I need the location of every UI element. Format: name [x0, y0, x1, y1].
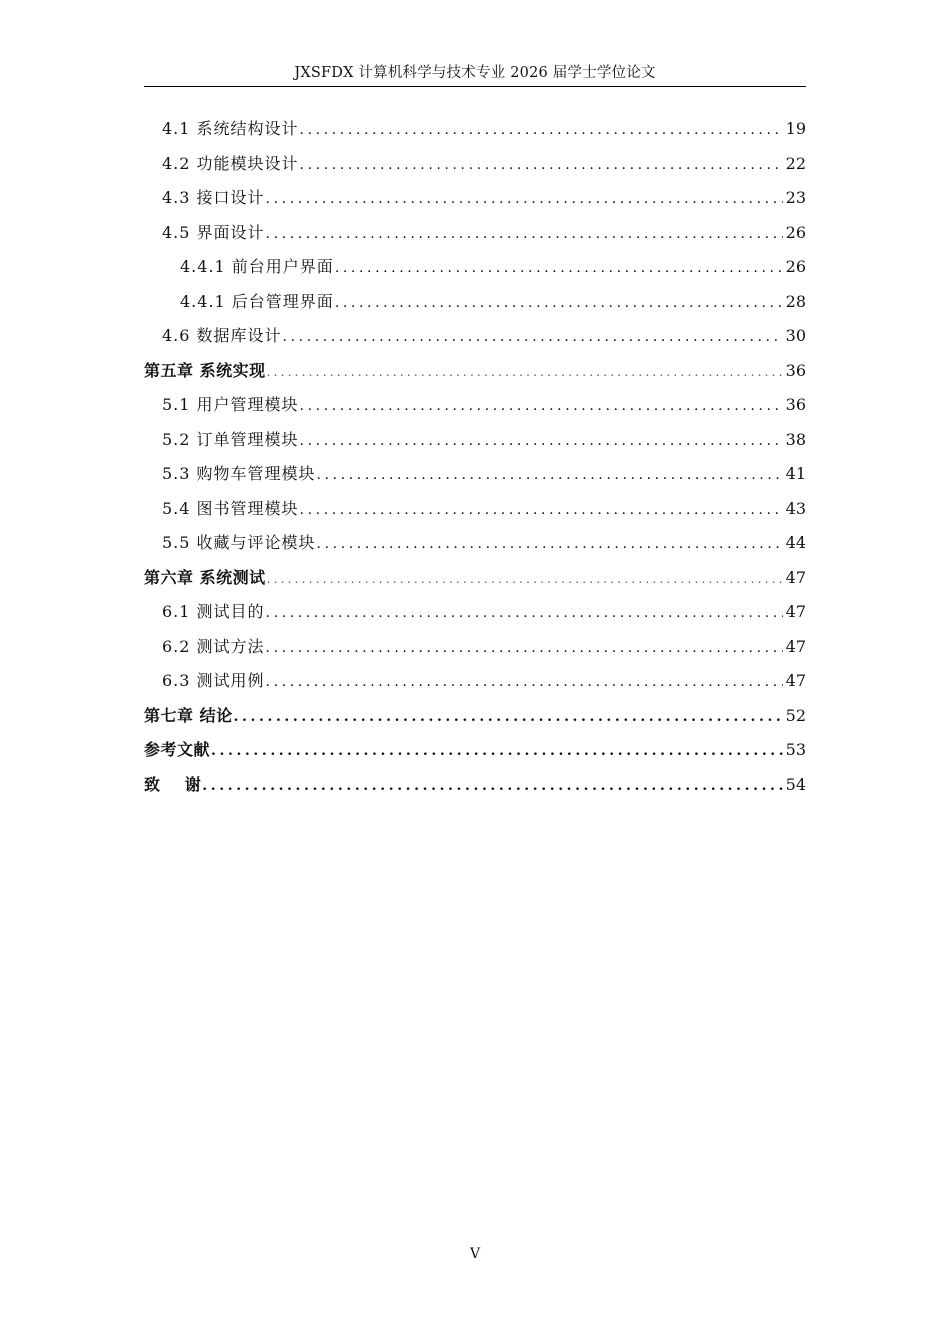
toc-entry-page: 19: [785, 119, 806, 138]
toc-entry-4-4-1-backend[interactable]: [144, 285, 806, 320]
toc-dot-leader: [283, 320, 783, 355]
toc-entry-label: 5.5 收藏与评论模块: [162, 533, 316, 552]
toc-entry-page: 47: [785, 567, 806, 587]
toc-entry-6-1[interactable]: [144, 595, 806, 630]
toc-entry-references[interactable]: [144, 733, 806, 768]
toc-entry-4-6[interactable]: [144, 319, 806, 354]
toc-entry-5-2[interactable]: [144, 423, 806, 458]
toc-entry-label: 6.3 测试用例: [162, 671, 265, 690]
toc-entry-page: 44: [785, 533, 806, 552]
toc-entry-page: 52: [785, 705, 806, 725]
toc-dot-leader: [267, 355, 783, 390]
toc-entry-label: 致 谢: [144, 774, 202, 794]
toc-entry-page: 43: [785, 498, 806, 518]
toc-dot-leader: [300, 389, 783, 424]
toc-entry-5-3[interactable]: [144, 457, 806, 492]
toc-entry-page: 53: [785, 740, 806, 759]
toc-dot-leader: [317, 527, 783, 562]
toc-entry-label: 4.4.1 后台管理界面: [180, 291, 334, 311]
toc-entry-4-2[interactable]: [144, 147, 806, 182]
toc-entry-label: 4.6 数据库设计: [162, 326, 282, 345]
toc-entry-page: 54: [785, 774, 806, 794]
toc-entry-label: 4.4.1 前台用户界面: [180, 257, 334, 276]
toc-entry-page: 38: [785, 429, 806, 449]
toc-entry-label: 5.3 购物车管理模块: [162, 464, 316, 483]
toc-entry-6-3[interactable]: [144, 664, 806, 699]
toc-entry-page: 28: [785, 291, 806, 311]
toc-entry-chapter-5[interactable]: [144, 354, 806, 389]
toc-entry-chapter-6[interactable]: [144, 561, 806, 596]
running-header: JXSFDX 计算机科学与技术专业 2026 届学士学位论文: [294, 65, 656, 81]
toc-entry-4-3[interactable]: [144, 181, 806, 216]
toc-entry-acknowledgements[interactable]: [144, 768, 806, 803]
toc-entry-label: 5.4 图书管理模块: [162, 498, 299, 518]
page-number: V: [469, 1246, 481, 1262]
toc-entry-label: 4.2 功能模块设计: [162, 153, 299, 173]
toc-dot-leader: [300, 148, 783, 183]
toc-entry-label: 6.1 测试目的: [162, 602, 265, 621]
toc-entry-label: 4.5 界面设计: [162, 222, 265, 242]
toc-entry-label: 第七章 结论: [144, 705, 233, 725]
toc-entry-page: 30: [785, 326, 806, 345]
toc-entry-chapter-7[interactable]: [144, 699, 806, 734]
toc-entry-5-5[interactable]: [144, 526, 806, 561]
toc-entry-label: 6.2 测试方法: [162, 636, 265, 656]
toc-entry-6-2[interactable]: [144, 630, 806, 665]
toc-entry-page: 26: [785, 222, 806, 242]
toc-entry-page: 23: [785, 188, 806, 207]
toc-entry-5-4[interactable]: [144, 492, 806, 527]
toc-entry-label: 4.1 系统结构设计: [162, 119, 299, 138]
toc-dot-leader: [335, 251, 783, 286]
toc-entry-label: 第六章 系统测试: [144, 567, 266, 587]
toc-entry-page: 47: [785, 602, 806, 621]
toc-entry-label: 参考文献: [144, 740, 211, 759]
toc-entry-page: 47: [785, 636, 806, 656]
toc-entry-page: 22: [785, 153, 806, 173]
toc-entry-page: 47: [785, 671, 806, 690]
toc-dot-leader: [267, 562, 783, 597]
toc-entry-label: 5.2 订单管理模块: [162, 429, 299, 449]
toc-entry-label: 5.1 用户管理模块: [162, 395, 299, 414]
toc-dot-leader: [317, 458, 783, 493]
toc-entry-label: 第五章 系统实现: [144, 360, 266, 380]
toc-dot-leader: [234, 700, 783, 735]
toc-entry-page: 36: [785, 395, 806, 414]
toc-entry-5-1[interactable]: [144, 388, 806, 423]
toc-entry-4-4-1-frontend[interactable]: [144, 250, 806, 285]
toc-dot-leader: [266, 182, 783, 217]
toc-dot-leader: [266, 631, 783, 666]
toc-entry-4-5[interactable]: [144, 216, 806, 251]
toc-dot-leader: [266, 665, 783, 700]
toc-entry-page: 36: [785, 360, 806, 380]
toc-dot-leader: [211, 734, 783, 769]
header-rule: [144, 86, 806, 87]
toc-entry-label: 4.3 接口设计: [162, 188, 265, 207]
table-of-contents: [144, 112, 806, 802]
toc-dot-leader: [300, 113, 783, 148]
toc-entry-page: 41: [785, 464, 806, 483]
toc-dot-leader: [300, 424, 783, 459]
toc-dot-leader: [202, 769, 782, 804]
toc-entry-page: 26: [785, 257, 806, 276]
toc-dot-leader: [266, 596, 783, 631]
toc-dot-leader: [300, 493, 783, 528]
toc-dot-leader: [335, 286, 783, 321]
toc-entry-4-1[interactable]: [144, 112, 806, 147]
toc-dot-leader: [266, 217, 783, 252]
